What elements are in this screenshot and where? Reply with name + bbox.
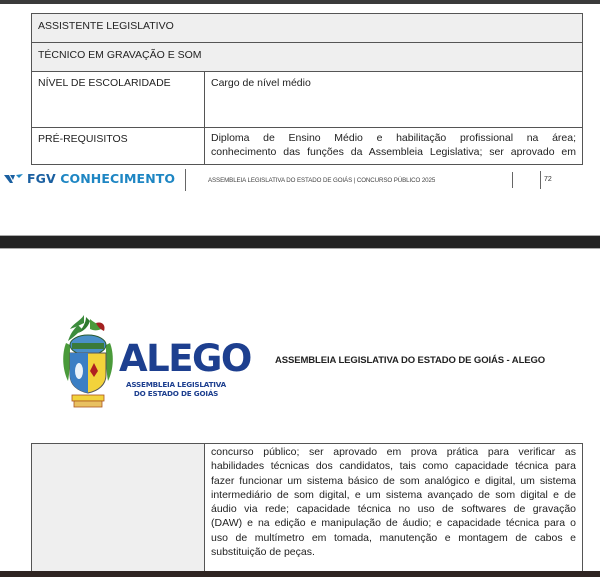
goias-coat-of-arms-icon — [60, 313, 116, 411]
prerequisites-label-empty — [32, 444, 205, 577]
prerequisites-label: PRÉ-REQUISITOS — [32, 128, 205, 164]
prerequisites-line: concurso público; ser aprovado em prova prática para verificar as — [211, 446, 576, 458]
prerequisites-continuation-value — [205, 444, 582, 577]
page-number: 72 — [544, 176, 552, 183]
footer-title: ASSEMBLEIA LEGISLATIVA DO ESTADO DE GOIÁS | CONCURSO PÚBLICO 2025 — [208, 177, 436, 184]
alego-logo — [60, 313, 251, 413]
prerequisites-line: Diploma de Ensino Médio e habilitação profissional na área; — [211, 132, 576, 144]
alego-subtitle — [120, 380, 232, 398]
footer-divider — [185, 169, 186, 191]
prerequisites-line: (DAW) e na edição e manipulação de áudio; e capacidade técnica para o — [211, 517, 576, 530]
job-group-heading: ASSISTENTE LEGISLATIVO — [32, 14, 582, 42]
prerequisites-line: conhecimento das funções da Assembleia Legislativa; ser aprovado em — [211, 146, 576, 158]
education-level-label: NÍVEL DE ESCOLARIDADE — [32, 72, 205, 127]
job-title-heading: TÉCNICO EM GRAVAÇÃO E SOM — [32, 43, 582, 71]
job-requirements-table — [31, 13, 583, 165]
footer-divider — [540, 171, 541, 189]
prerequisites-line: substituição de peças. — [211, 546, 315, 559]
education-level-value: Cargo de nível médio — [211, 77, 311, 89]
prerequisites-line: áudio via rede; capacidade técnica no uso de softwares de gravação — [211, 503, 576, 516]
prerequisites-value — [205, 128, 582, 164]
viewer-top-edge — [0, 0, 600, 4]
page-separator — [0, 235, 600, 249]
fgv-conhecimento-logo — [4, 171, 175, 186]
fgv-logo-text — [27, 171, 175, 186]
footer-divider — [512, 172, 513, 188]
prerequisites-continuation-table — [31, 443, 583, 577]
fgv-logo-suffix: CONHECIMENTO — [60, 171, 176, 186]
page-footer — [0, 168, 600, 198]
table-row-education-level — [32, 72, 582, 128]
alego-subtitle-line: DO ESTADO DE GOIÁS — [133, 389, 219, 398]
prerequisites-line: fazer funcionar um sistema básico de som analógico e digital, um sistema — [211, 474, 576, 487]
table-row-job-title — [32, 43, 582, 72]
viewer-bottom-bar — [0, 571, 600, 577]
prerequisites-line: intermediário de som digital, e um sistema avançado de som digital e de — [211, 488, 576, 501]
table-row-prerequisites — [32, 128, 582, 164]
prerequisites-line: uso de multímetro em tomada, manutenção e montagem de cabos e — [211, 531, 576, 544]
alego-wordmark: ALEGO — [119, 337, 251, 380]
page-header-title: ASSEMBLEIA LEGISLATIVA DO ESTADO DE GOIÁS - ALEGO — [275, 355, 546, 366]
fgv-logo-prefix: FGV — [27, 171, 56, 186]
alego-subtitle-line: ASSEMBLEIA LEGISLATIVA — [126, 380, 226, 389]
table-row-job-group — [32, 14, 582, 43]
prerequisites-line: habilidades técnicas dos candidatos, tais como capacidade técnica para — [211, 460, 576, 473]
fgv-chevron-icon — [4, 173, 24, 185]
